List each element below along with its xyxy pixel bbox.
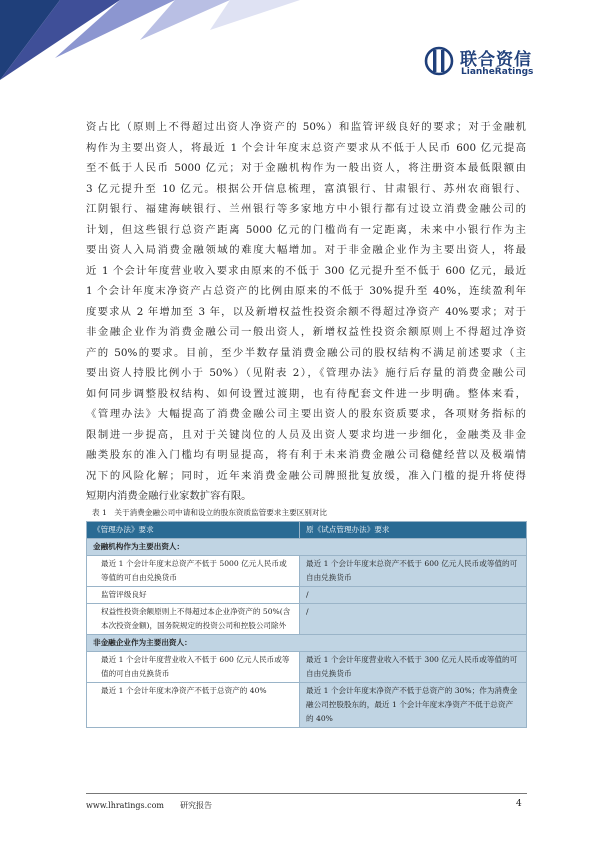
cell-new: 最近 1 个会计年度末净资产不低于总资产的 40% xyxy=(87,683,300,728)
footer-divider xyxy=(86,793,527,794)
body-line: 资占比（原则上不得超过出资人净资产的 50%）和监管评级良好的要求；对于金融机 xyxy=(86,121,526,133)
body-line: 至不低于人民币 5000 亿元；对于金融机构作为一般出资人，将注册资本最低限额由 xyxy=(86,162,526,174)
page-number: 4 xyxy=(516,799,522,809)
body-line: 如何同步调整股权结构、如何设置过渡期，也有待配套文件进一步明确。整体来看， xyxy=(86,387,526,400)
body-line: 要出资人持股比例小于 50%）（见附表 2），《管理办法》施行后存量的消费金融公司 xyxy=(86,367,526,379)
body-line: 《管理办法》大幅提高了消费金融公司主要出资人的股东资质要求，各项财务指标的 xyxy=(86,408,526,420)
cell-new: 最近 1 个会计年度末总资产不低于 5000 亿元人民币或等值的可自由兑换货币 xyxy=(87,556,300,587)
section-financial-label: 金融机构作为主要出资人： xyxy=(87,539,527,556)
table-row xyxy=(87,556,527,587)
cell-old: 最近 1 个会计年度营业收入不低于 300 亿元人民币或等值的可自由兑换货币 xyxy=(300,652,527,683)
body-line: 计划，但这些银行总资产距离 5000 亿元的门槛尚有一定距离，未来中小银行作为主 xyxy=(86,223,526,236)
section-nonfinancial-label: 非金融企业作为主要出资人： xyxy=(87,635,527,652)
cell-new: 最近 1 个会计年度营业收入不低于 600 亿元人民币或等值的可自由兑换货币 xyxy=(87,652,300,683)
body-line: 江阴银行、福建海峡银行、兰州银行等多家地方中小银行都有过设立消费金融公司的 xyxy=(86,203,526,215)
footer-website: www.lhratings.com 研究报告 xyxy=(86,801,213,810)
comparison-table xyxy=(86,521,527,728)
brand-name-cn: 联合资信 xyxy=(460,50,532,70)
cell-new: 权益性投资余额原则上不得超过本企业净资产的 50%(含本次投资金额)，国务院规定的投资公司和控股公司除外 xyxy=(87,604,300,635)
body-line: 构作为主要出资人，将最近 1 个会计年度末总资产要求从不低于人民币 600 亿元提高 xyxy=(86,141,526,154)
body-line: 1 个会计年度末净资产占总资产的比例由原来的不低于 30%提升至 40%，连续盈利年 xyxy=(86,285,526,297)
brand-logo xyxy=(424,44,564,84)
table-row xyxy=(87,683,527,728)
table-caption: 表 1 关于消费金融公司中请和设立的股东资质监管要求主要区别对比 xyxy=(92,508,328,517)
header-old-rules: 原《试点管理办法》要求 xyxy=(300,522,527,539)
header-new-rules: 《管理办法》要求 xyxy=(87,522,300,539)
table-row xyxy=(87,604,527,635)
body-line: 3 亿元提升至 10 亿元。根据公开信息梳理，富滇银行、甘肃银行、苏州农商银行、 xyxy=(86,182,526,195)
cell-old: / xyxy=(300,604,527,635)
brand-name-en: LianheRatings xyxy=(461,67,534,77)
body-paragraph xyxy=(86,117,526,507)
cell-old: 最近 1 个会计年度末净资产不低于总资产的 30%；作为消费金融公司控股股东的，最近 1 个会计年度末净资产不低于总资产的 40% xyxy=(300,683,527,728)
section-row-financial xyxy=(87,539,527,556)
body-line: 产的 50%的要求。目前，至少半数存量消费金融公司的股权结构不满足前述要求（主 xyxy=(86,346,526,359)
table-row xyxy=(87,587,527,604)
body-line: 短期内消费金融行业家数扩容有限。 xyxy=(86,490,252,502)
body-line: 限制进一步提高，且对于关键岗位的人员及出资人要求均进一步细化，金融类及非金 xyxy=(86,428,526,441)
cell-old: / xyxy=(300,587,527,604)
table-header-row xyxy=(87,522,527,539)
body-line: 要出资人入局消费金融领域的难度大幅增加。对于非金融企业作为主要出资人，将最 xyxy=(86,244,526,256)
section-row-nonfinancial xyxy=(87,635,527,652)
cell-new: 监管评级良好 xyxy=(87,587,300,604)
lianhe-logo-icon xyxy=(424,44,454,78)
body-line: 非金融企业作为消费金融公司一般出资人，新增权益性投资余额原则上不得超过净资 xyxy=(86,326,526,338)
body-line: 度要求从 2 年增加至 3 年，以及新增权益性投资余额不得超过净资产 40%要求；对于 xyxy=(86,305,526,318)
body-line: 融类股东的准入门槛均有明显提高，将有利于未来消费金融公司稳健经营以及极端情 xyxy=(86,449,526,461)
table-row xyxy=(87,652,527,683)
body-line: 近 1 个会计年度营业收入要求由原来的不低于 300 亿元提升至不低于 600 亿元，最近 xyxy=(86,264,526,277)
header-decoration xyxy=(0,0,310,90)
body-line: 况下的风险化解；同时，近年来消费金融公司牌照批复放缓，准入门槛的提升将使得 xyxy=(86,469,526,482)
cell-old: 最近 1 个会计年度末总资产不低于 600 亿元人民币或等值的可自由兑换货币 xyxy=(300,556,527,587)
